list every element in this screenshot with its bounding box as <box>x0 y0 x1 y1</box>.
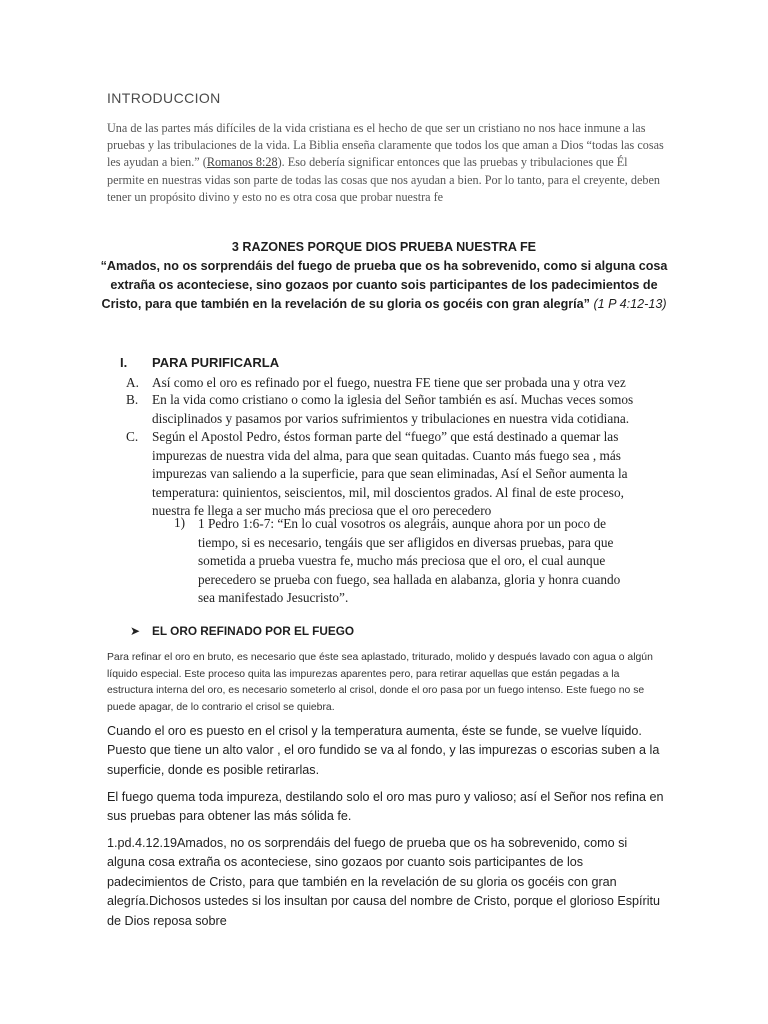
intro-text-part1: Una de las partes más difíciles de la vida cristiana es el hecho de que ser un cristiano no nos hace inmune a las pruebas y las tribulaciones de la vida. La Biblia enseña claramente que todos los que aman a Dios “todas las cosas les ayudan a bien.” ( <box>107 121 664 170</box>
quote-reference: (1 P 4:12-13) <box>593 297 667 311</box>
list-item-text: En la vida como cristiano o como la iglesia del Señor también es así. Muchas veces somos disciplinados y pasamos por varios sufrimientos y tribulaciones en nuestra vida cotidiana. <box>152 392 634 426</box>
list-item-text: Según el Apostol Pedro, éstos forman parte del “fuego” que está destinado a quemar las impurezas de nuestra vida del alma, para que sean quitadas. Cuanto más fuego sea , más impurezas van saliendo a la superficie, para que sean eliminadas, Así el Señor aumenta la temperatura: quinientos, seiscientos, mil, mil doscientos grados. Al final de este proceso, nuestra fe llega a ser mucho más preciosa que el oro perecedero <box>152 429 628 519</box>
list-item-letter: B. <box>126 392 139 407</box>
intro-text-part2: ). Eso debería significar entonces que las pruebas y tribulaciones que Él permite en nuestras vidas son parte de todas las cosas que nos ayudan a bien. Por lo tanto, para el creyente, deben tener un propósito divino y esto no es otra cosa que probar nuestra fe <box>107 155 660 204</box>
subitem-text: 1 Pedro 1:6-7: “En lo cual vosotros os alegráis, aunque ahora por un poco de tiempo, si es necesario, tengáis que ser afligidos en diversas pruebas, para que sometida a prueba vuestra fe, mucho más preciosa que el oro, el cual aunque perecedero se prueba con fuego, sea hallada en alabanza, gloria y honra cuando sea manifestado Jesucristo”. <box>198 516 621 606</box>
romans-reference-link[interactable]: Romanos 8:28 <box>206 155 278 170</box>
reasons-block <box>90 238 678 314</box>
gold-paragraph-3: 1.pd.4.12.19Amados, no os sorprendáis del fuego de prueba que os ha sobrevenido, como si alguna cosa extraña os aconteciese, sino gozaos por cuanto sois participantes de los padecimientos de Cristo, para que también en la revelación de su gloria os gocéis con gran alegría.Dichosos ustedes si los insultan por causa del nombre de Cristo, porque el glorioso Espíritu de Dios reposa sobre <box>107 836 661 928</box>
section-number: I. <box>120 355 128 370</box>
list-item-text: Así como el oro es refinado por el fuego, nuestra FE tiene que ser probada una y otra vez <box>152 375 626 390</box>
list-item-letter: A. <box>126 375 139 390</box>
intro-paragraph <box>107 120 667 206</box>
intro-heading: INTRODUCCION <box>107 90 221 106</box>
gold-paragraph-2: El fuego quema toda impureza, destilando solo el oro mas puro y valioso; así el Señor nos refina en sus pruebas para obtener las más sólida fe. <box>107 790 664 824</box>
gold-heading: EL ORO REFINADO POR EL FUEGO <box>152 624 355 638</box>
list-item-letter: C. <box>126 429 139 444</box>
arrow-bullet-icon: ➤ <box>130 624 141 638</box>
section-title: PARA PURIFICARLA <box>152 355 280 370</box>
reasons-title: 3 RAZONES PORQUE DIOS PRUEBA NUESTRA FE <box>231 240 537 254</box>
reasons-quote <box>90 257 678 314</box>
quote-text: “Amados, no os sorprendáis del fuego de prueba que os ha sobrevenido, como si alguna cosa extraña os aconteciese, sino gozaos por cuanto sois participantes de los padecimientos de Cristo, para que también en la revelación de su gloria os gocéis con gran alegría” <box>100 259 668 311</box>
subitem-number: 1) <box>174 515 186 530</box>
gold-small-paragraph: Para refinar el oro en bruto, es necesario que éste sea aplastado, triturado, molido y después lavado con agua o algún líquido especial. Este proceso quita las impurezas aparentes pero, para retirar aquellas que están pegadas a la estructura interna del oro, es necesario someterlo al crisol, donde el oro pasa por un fuego intenso. Este fuego no se puede apagar, de lo contrario el crisol se quiebra. <box>107 652 653 713</box>
gold-paragraph-1: Cuando el oro es puesto en el crisol y la temperatura aumenta, éste se funde, se vuelve líquido. Puesto que tiene un alto valor , el oro fundido se va al fondo, y las impurezas o escorias suben a la superficie, donde es posible retirarlas. <box>107 724 660 777</box>
